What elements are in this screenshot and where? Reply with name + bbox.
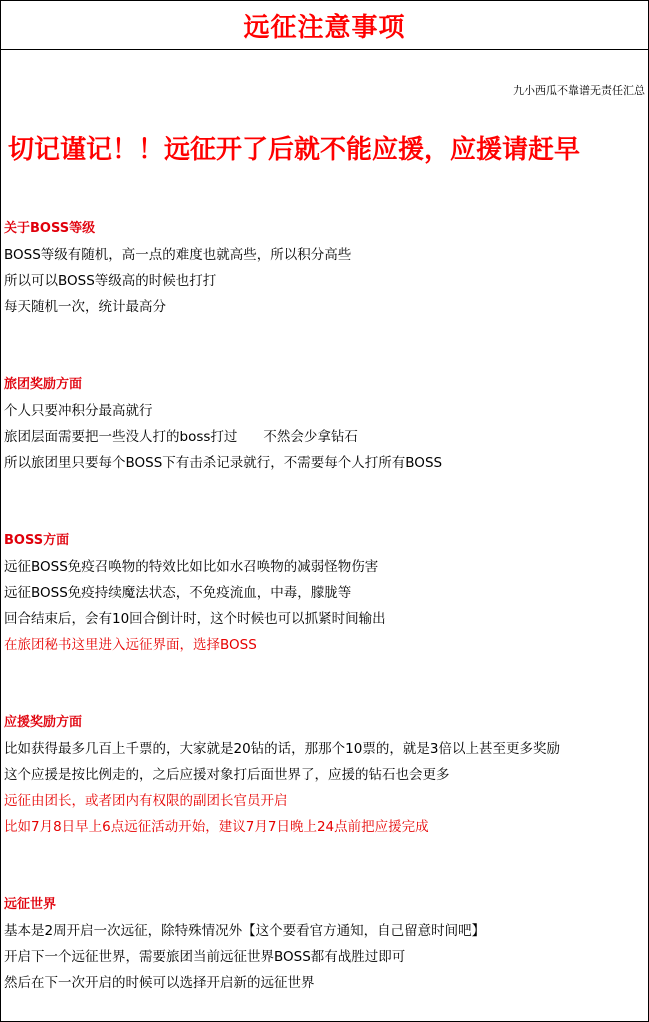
section-line-highlight: 比如7月8日早上6点远征活动开始，建议7月7日晚上24点前把应援完成 (4, 819, 429, 835)
section-line: 所以可以BOSS等级高的时候也打打 (4, 273, 217, 289)
section-line-part: 不然会少拿钻石 (263, 429, 358, 445)
page-title: 远征注意事项 (243, 12, 406, 43)
section-line-highlight: 在旅团秘书这里进入远征界面，选择BOSS (4, 637, 257, 653)
section-heading: 远征世界 (4, 897, 57, 912)
section-heading: 旅团奖励方面 (4, 377, 83, 392)
section-line-highlight: 远征由团长，或者团内有权限的副团长官员开启 (4, 793, 288, 809)
section-line: 基本是2周开启一次远征，除特殊情况外【这个要看官方通知，自己留意时间吧】 (4, 923, 486, 939)
section-line-part: 旅团层面需要把一些没人打的boss打过 (4, 429, 238, 445)
section-heading: 关于BOSS等级 (4, 221, 96, 236)
section-line (4, 424, 644, 450)
section-boss (4, 528, 644, 658)
section-line: 然后在下一次开启的时候可以选择开启新的远征世界 (4, 975, 315, 991)
section-support-rewards (4, 710, 644, 840)
section-line: 比如获得最多几百上千票的，大家就是20钻的话，那那个10票的，就是3倍以上甚至更多奖励 (4, 741, 560, 757)
section-line: 所以旅团里只要每个BOSS下有击杀记录就行，不需要每个人打所有BOSS (4, 455, 443, 471)
section-guild-rewards (4, 372, 644, 476)
section-line: BOSS等级有随机，高一点的难度也就高些，所以积分高些 (4, 247, 352, 263)
section-line: 每天随机一次，统计最高分 (4, 299, 166, 315)
section-line: 远征BOSS免疫召唤物的特效比如比如水召唤物的减弱怪物伤害 (4, 559, 379, 575)
title-bar (1, 1, 648, 50)
section-boss-level (4, 216, 644, 320)
section-line: 回合结束后，会有10回合倒计时，这个时候也可以抓紧时间输出 (4, 611, 386, 627)
section-line: 开启下一个远征世界，需要旅团当前远征世界BOSS都有战胜过即可 (4, 949, 406, 965)
section-line: 个人只要冲积分最高就行 (4, 403, 153, 419)
section-line: 远征BOSS免疫持续魔法状态，不免疫流血，中毒，朦胧等 (4, 585, 352, 601)
warning-banner: 切记谨记！！远征开了后就不能应援，应援请赶早 (8, 135, 581, 165)
section-expedition-world (4, 892, 644, 996)
section-heading: BOSS方面 (4, 533, 70, 548)
author-credit: 九小西瓜不靠谱无责任汇总 (513, 84, 645, 97)
section-heading: 应援奖励方面 (4, 715, 83, 730)
section-line: 这个应援是按比例走的，之后应援对象打后面世界了，应援的钻石也会更多 (4, 767, 450, 783)
